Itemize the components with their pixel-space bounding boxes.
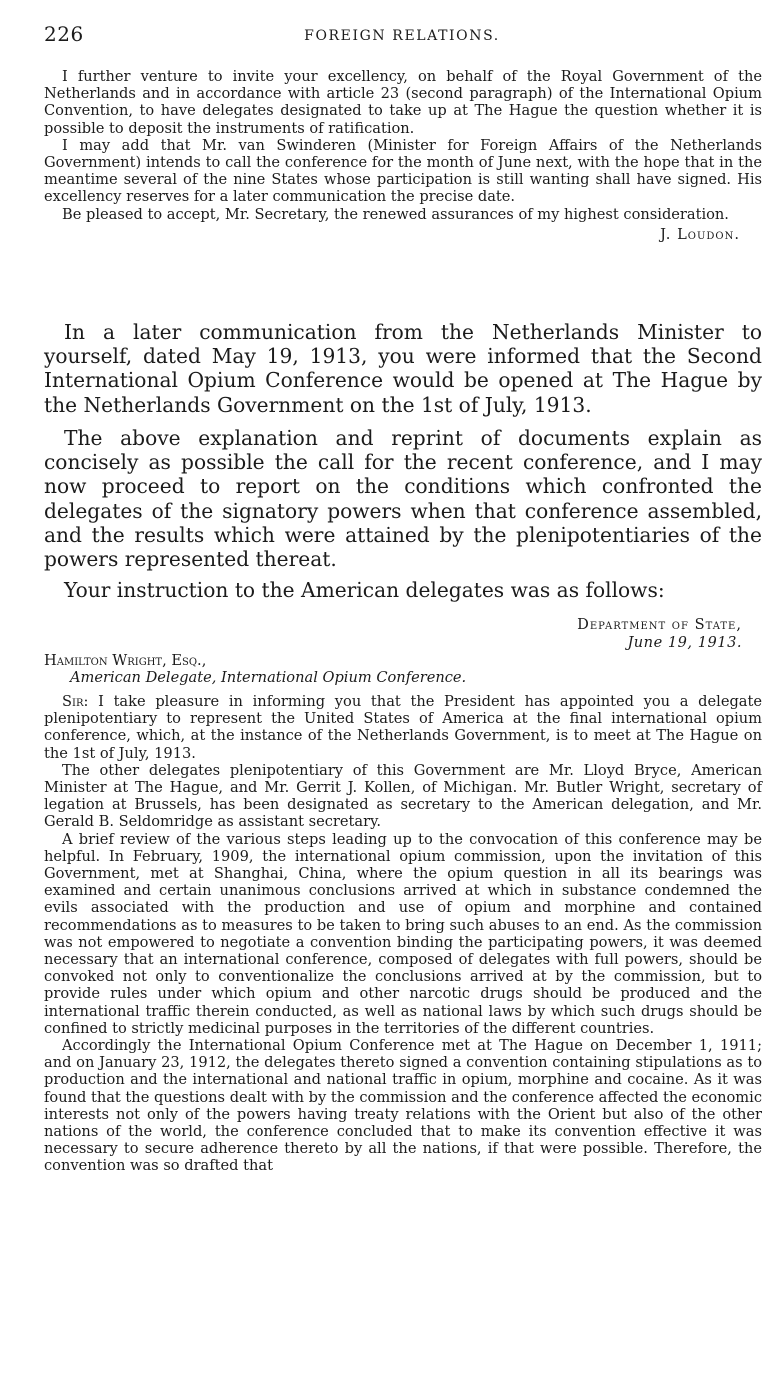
instruction-paragraph: The other delegates plenipotentiary of this Government are Mr. Lloyd Bryce, American Minister at The Hague, and Mr. Gerrit J. Kollen, of Michigan. Mr. Butler Wright, secretary of legation at Brussels, has been designated as secretary to the American delegation, and Mr. Gerald B. Seldomridge as assistant secretary. <box>44 761 762 831</box>
running-head: FOREIGN RELATIONS. <box>304 28 500 44</box>
department-name: Department of State, <box>577 616 742 633</box>
narrative-text: Your instruction to the American delegates was as follows: <box>64 578 665 602</box>
dateline <box>44 616 742 651</box>
instruction-paragraph <box>44 693 762 762</box>
letter-paragraph: I further venture to invite your excellency, on behalf of the Royal Government of the Netherlands and in accordance with article 23 (second paragraph) of the International Opium Convention, to have delegates designated to take up at The Hague the question whether it is possible to deposit the instruments of ratification. <box>44 68 762 137</box>
instruction-paragraph: Accordingly the International Opium Conference met at The Hague on December 1, 1911; and on January 23, 1912, the delegates thereto signed a convention containing stipulations as to production and the international and national traffic in opium, morphine and cocaine. As it was found that the questions dealt with by the commission and the conference affected the economic interests not only of the powers having treaty relations with the Orient but also of the other nations of the world, the conference concluded that to make its convention effective it was necessary to secure adherence thereto by all the nations, if that were possible. Therefore, the convention was so drafted that <box>44 1037 762 1175</box>
letter-signature: J. Loudon. <box>660 225 740 243</box>
salutation: Sir: <box>62 693 89 710</box>
dateline-date: June 19, 1913. <box>627 633 742 651</box>
netherlands-letter <box>44 68 762 243</box>
page-number: 226 <box>44 22 84 46</box>
page-header <box>44 22 760 48</box>
instruction-letter <box>44 693 762 1175</box>
narrative-paragraph-1 <box>44 320 762 417</box>
instruction-text: I take pleasure in informing you that the President has appointed you a delegate plenipotentiary to represent the United States of America at the final international opium conference, which, at the instance of the Netherlands Government, is to meet at The Hague on the 1st of July, 1913. <box>44 693 763 762</box>
addressee-title: American Delegate, International Opium Conference. <box>70 669 467 687</box>
narrative-paragraph-3 <box>44 578 762 602</box>
instruction-paragraph: A brief review of the various steps leading up to the convocation of this conference may be helpful. In February, 1909, the international opium commission, upon the invitation of this Government, met at Shanghai, China, where the opium question in all its bearings was examined and certain unanimous conclusions arrived at which in substance condemned the evils associated with the production and use of opium and morphine and contained recommendations as to measures to be taken to bring such abuses to an end. As the commission was not empowered to negotiate a convention binding the participating powers, it was deemed necessary that an international conference, composed of delegates with full powers, should be convoked not only to conventionalize the conclusions arrived at by the commission, but to provide rules under which opium and other narcotic drugs should be produced and the international traffic therein conducted, as well as national laws by which such drugs should be confined to strictly medicinal purposes in the territories of the different countries. <box>44 830 762 1037</box>
narrative-paragraph-2 <box>44 426 762 571</box>
letter-paragraph: I may add that Mr. van Swinderen (Minister for Foreign Affairs of the Netherlands Government) intends to call the conference for the month of June next, with the hope that in the meantime several of the nine States whose participation is still wanting shall have signed. His excellency reserves for a later communication the precise date. <box>44 136 762 206</box>
addressee-name: Hamilton Wright, Esq., <box>44 652 207 669</box>
addressee <box>44 652 762 687</box>
narrative-text: In a later communication from the Netherlands Minister to yourself, dated May 19, 1913, you were informed that the Second International Opium Conference would be opened at The Hague by the Netherlands Government on the 1st of July, 1913. <box>44 320 762 417</box>
narrative-text: The above explanation and reprint of documents explain as concisely as possible the call for the recent conference, and I may now proceed to report on the conditions which confronted the delegates of the signatory powers when that conference assembled, and the results which were attained by the plenipotentiaries of the powers represented thereat. <box>44 426 762 572</box>
letter-paragraph: Be pleased to accept, Mr. Secretary, the renewed assurances of my highest consideration. <box>62 205 729 223</box>
